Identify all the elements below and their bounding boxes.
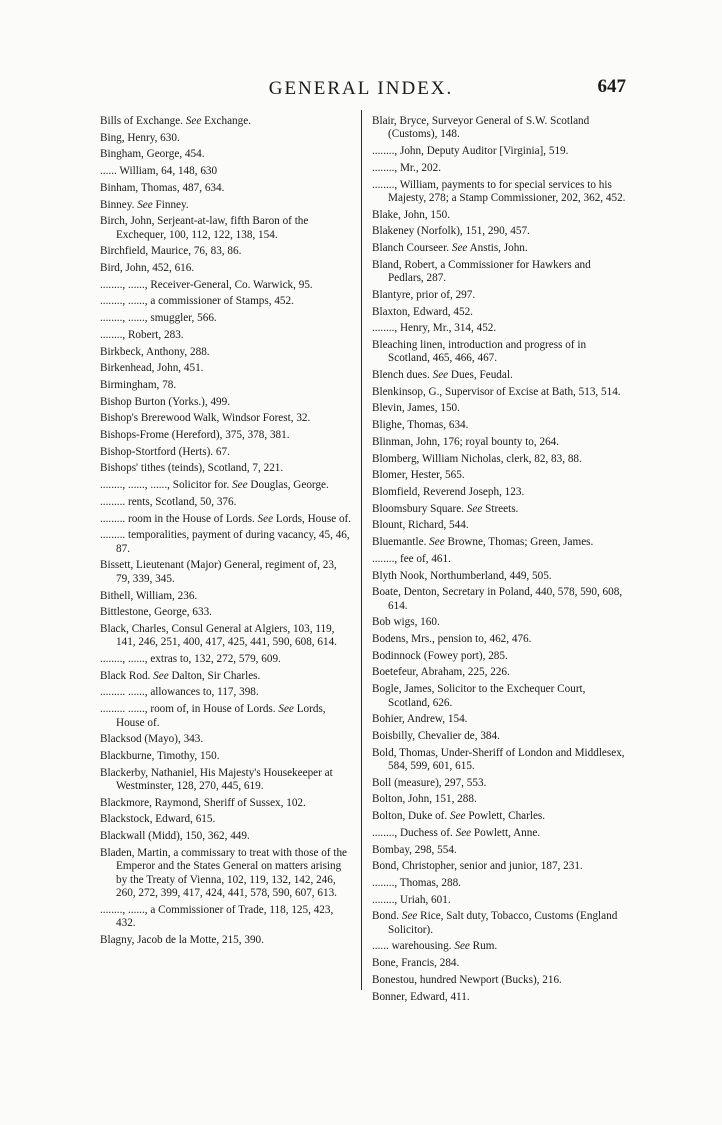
index-entry: ........, ......, extras to, 132, 272, 579, 609. — [100, 653, 281, 666]
index-entry: Blake, John, 150. — [372, 208, 450, 221]
index-entry: Binham, Thomas, 487, 634. — [100, 181, 225, 194]
running-head: GENERAL INDEX. — [268, 78, 454, 99]
index-entry: ........, Thomas, 288. — [372, 876, 461, 889]
index-entry: Bluemantle. See Browne, Thomas; Green, James. — [372, 536, 594, 549]
index-entry: Blyth Nook, Northumberland, 449, 505. — [372, 569, 552, 582]
index-entry: Boetefeur, Abraham, 225, 226. — [372, 666, 510, 679]
index-entry: Bolton, John, 151, 288. — [372, 793, 477, 806]
index-entry: Bohier, Andrew, 154. — [372, 713, 468, 726]
index-entry: Bogle, James, Solicitor to the Exchequer Court, Scotland, 626. — [372, 683, 586, 709]
index-entry: Blench dues. See Dues, Feudal. — [372, 369, 513, 382]
index-entry: ........, Henry, Mr., 314, 452. — [372, 322, 497, 335]
index-entry: Bills of Exchange. See Exchange. — [100, 115, 251, 127]
index-entry: Bone, Francis, 284. — [372, 957, 460, 970]
index-entry: Blackwall (Midd), 150, 362, 449. — [100, 830, 250, 843]
index-entry: Blantyre, prior of, 297. — [372, 288, 476, 301]
index-entry: Bird, John, 452, 616. — [100, 262, 195, 275]
index-entry: Blacksod (Mayo), 343. — [100, 733, 204, 746]
index-entry: Blackmore, Raymond, Sheriff of Sussex, 102. — [100, 796, 306, 809]
index-entry: Blackstock, Edward, 615. — [100, 813, 216, 826]
index-entry: Birchfield, Maurice, 76, 83, 86. — [100, 245, 242, 258]
page-header — [0, 74, 722, 104]
index-entry: ........, Duchess of. See Powlett, Anne. — [372, 826, 541, 839]
index-entry: Blaxton, Edward, 452. — [372, 305, 473, 318]
index-entry: Bodinnock (Fowey port), 285. — [372, 649, 508, 662]
index-entry: Bishop Burton (Yorks.), 499. — [100, 395, 231, 408]
index-entry: Blagny, Jacob de la Motte, 215, 390. — [100, 933, 264, 946]
index-entry: ........, John, Deputy Auditor [Virginia], 519. — [372, 145, 569, 158]
index-entry: Blackburne, Timothy, 150. — [100, 749, 220, 762]
index-entry: Bonestou, hundred Newport (Bucks), 216. — [372, 973, 562, 986]
index-entry: ...... warehousing. See Rum. — [372, 940, 498, 953]
index-entry: Bond. See Rice, Salt duty, Tobacco, Customs (England Solicitor). — [372, 910, 618, 936]
index-entry: Bodens, Mrs., pension to, 462, 476. — [372, 633, 532, 646]
index-entry: Blenkinsop, G., Supervisor of Excise at Bath, 513, 514. — [372, 385, 621, 398]
index-entry: Bonner, Edward, 411. — [372, 990, 470, 1003]
index-entry: ........, ......, a commissioner of Stamps, 452. — [100, 295, 294, 308]
index-entry: ...... William, 64, 148, 630 — [100, 165, 218, 178]
index-entry: Birkenhead, John, 451. — [100, 362, 204, 375]
index-entry: Bleaching linen, introduction and progress of in Scotland, 465, 466, 467. — [372, 338, 587, 365]
index-entry: Blevin, James, 150. — [372, 402, 460, 415]
index-entry: ......... ......, allowances to, 117, 398. — [100, 686, 259, 699]
index-entry: Bladen, Martin, a commissary to treat with those of the Emperor and the States General on matters arising by the Treaty of Vienna, 102, 119, 132, 142, 246, 260, 272, 399, 417, 424, 441, 578, 590, 607, 613. — [100, 846, 347, 900]
index-entry: Blakeney (Norfolk), 151, 290, 457. — [372, 225, 530, 238]
index-entry: ......... room in the House of Lords. See Lords, House of. — [100, 512, 352, 525]
index-entry: Bithell, William, 236. — [100, 589, 198, 602]
index-entry: Bland, Robert, a Commissioner for Hawkers and Pedlars, 287. — [372, 258, 591, 285]
index-entry: ........, Uriah, 601. — [372, 893, 451, 906]
index-entry: Bombay, 298, 554. — [372, 843, 457, 856]
index-entry: Blanch Courseer. See Anstis, John. — [372, 242, 528, 255]
index-entry: Blinman, John, 176; royal bounty to, 264. — [372, 435, 560, 448]
index-entry: ........, ......, smuggler, 566. — [100, 312, 217, 325]
index-entry: Bond, Christopher, senior and junior, 187, 231. — [372, 860, 583, 873]
index-entry: Birkbeck, Anthony, 288. — [100, 345, 210, 358]
index-entry: ........, ......, a Commissioner of Trade, 118, 125, 423, 432. — [100, 903, 334, 930]
index-entry: Bloomsbury Square. See Streets. — [372, 502, 519, 515]
index-entry: Bishops' tithes (teinds), Scotland, 7, 221. — [100, 462, 284, 475]
index-entry: Blomfield, Reverend Joseph, 123. — [372, 485, 525, 498]
index-entry: Birmingham, 78. — [100, 378, 177, 391]
index-entry: Bing, Henry, 630. — [100, 131, 180, 144]
index-entry: Blomer, Hester, 565. — [372, 469, 465, 482]
index-entry: ........, fee of, 461. — [372, 552, 451, 565]
index-entry: Bolton, Duke of. See Powlett, Charles. — [372, 810, 546, 823]
index-entry: Black, Charles, Consul General at Algiers, 103, 119, 141, 246, 251, 400, 417, 425, 441, 590, 608, 614. — [100, 622, 337, 649]
index-entry: Black Rod. See Dalton, Sir Charles. — [100, 669, 261, 682]
index-entry: Blighe, Thomas, 634. — [372, 419, 469, 432]
index-entry: Binney. See Finney. — [100, 198, 189, 211]
index-entry: ......... temporalities, payment of during vacancy, 45, 46, 87. — [100, 529, 350, 555]
index-entry: Bishop's Brerewood Walk, Windsor Forest, 32. — [100, 412, 311, 425]
index-entry: ........, Mr., 202. — [372, 161, 441, 174]
index-entry: Boate, Denton, Secretary in Poland, 440, 578, 590, 608, 614. — [372, 586, 623, 612]
index-entry: Boisbilly, Chevalier de, 384. — [372, 729, 500, 742]
index-entry: ........, Robert, 283. — [100, 328, 184, 341]
index-column-left — [100, 115, 353, 951]
index-entry: Bold, Thomas, Under-Sheriff of London and Middlesex, 584, 599, 601, 615. — [372, 746, 625, 773]
index-entry: Blair, Bryce, Surveyor General of S.W. Scotland (Customs), 148. — [372, 115, 590, 141]
index-entry: ......... rents, Scotland, 50, 376. — [100, 495, 237, 508]
index-entry: Blomberg, William Nicholas, clerk, 82, 83, 88. — [372, 452, 582, 465]
page-number: 647 — [597, 76, 626, 97]
index-entry: ......... ......, room of, in House of Lords. See Lords, House of. — [100, 703, 326, 729]
index-column-right — [372, 115, 626, 1007]
index-entry: Bob wigs, 160. — [372, 616, 440, 629]
index-entry: Bishops-Frome (Hereford), 375, 378, 381. — [100, 429, 290, 442]
index-entry: Bissett, Lieutenant (Major) General, regiment of, 23, 79, 339, 345. — [100, 559, 337, 585]
index-entry: Blackerby, Nathaniel, His Majesty's Housekeeper at Westminster, 128, 270, 445, 619. — [100, 766, 333, 793]
index-entry: ........, ......, ......, Solicitor for. See Douglas, George. — [100, 479, 329, 492]
index-entry: Bittlestone, George, 633. — [100, 606, 212, 619]
index-entry: ........, William, payments to for special services to his Majesty, 278; a Stamp Commissioner, 202, 362, 452. — [372, 178, 626, 204]
column-divider — [361, 110, 362, 990]
index-entry: Blount, Richard, 544. — [372, 519, 469, 532]
index-entry: Boll (measure), 297, 553. — [372, 776, 487, 789]
index-entry: Bishop-Stortford (Herts). 67. — [100, 445, 230, 458]
index-entry: ........, ......, Receiver-General, Co. Warwick, 95. — [100, 278, 313, 291]
index-entry: Birch, John, Serjeant-at-law, fifth Baron of the Exchequer, 100, 112, 122, 138, 154. — [100, 215, 309, 241]
index-entry: Bingham, George, 454. — [100, 148, 205, 161]
